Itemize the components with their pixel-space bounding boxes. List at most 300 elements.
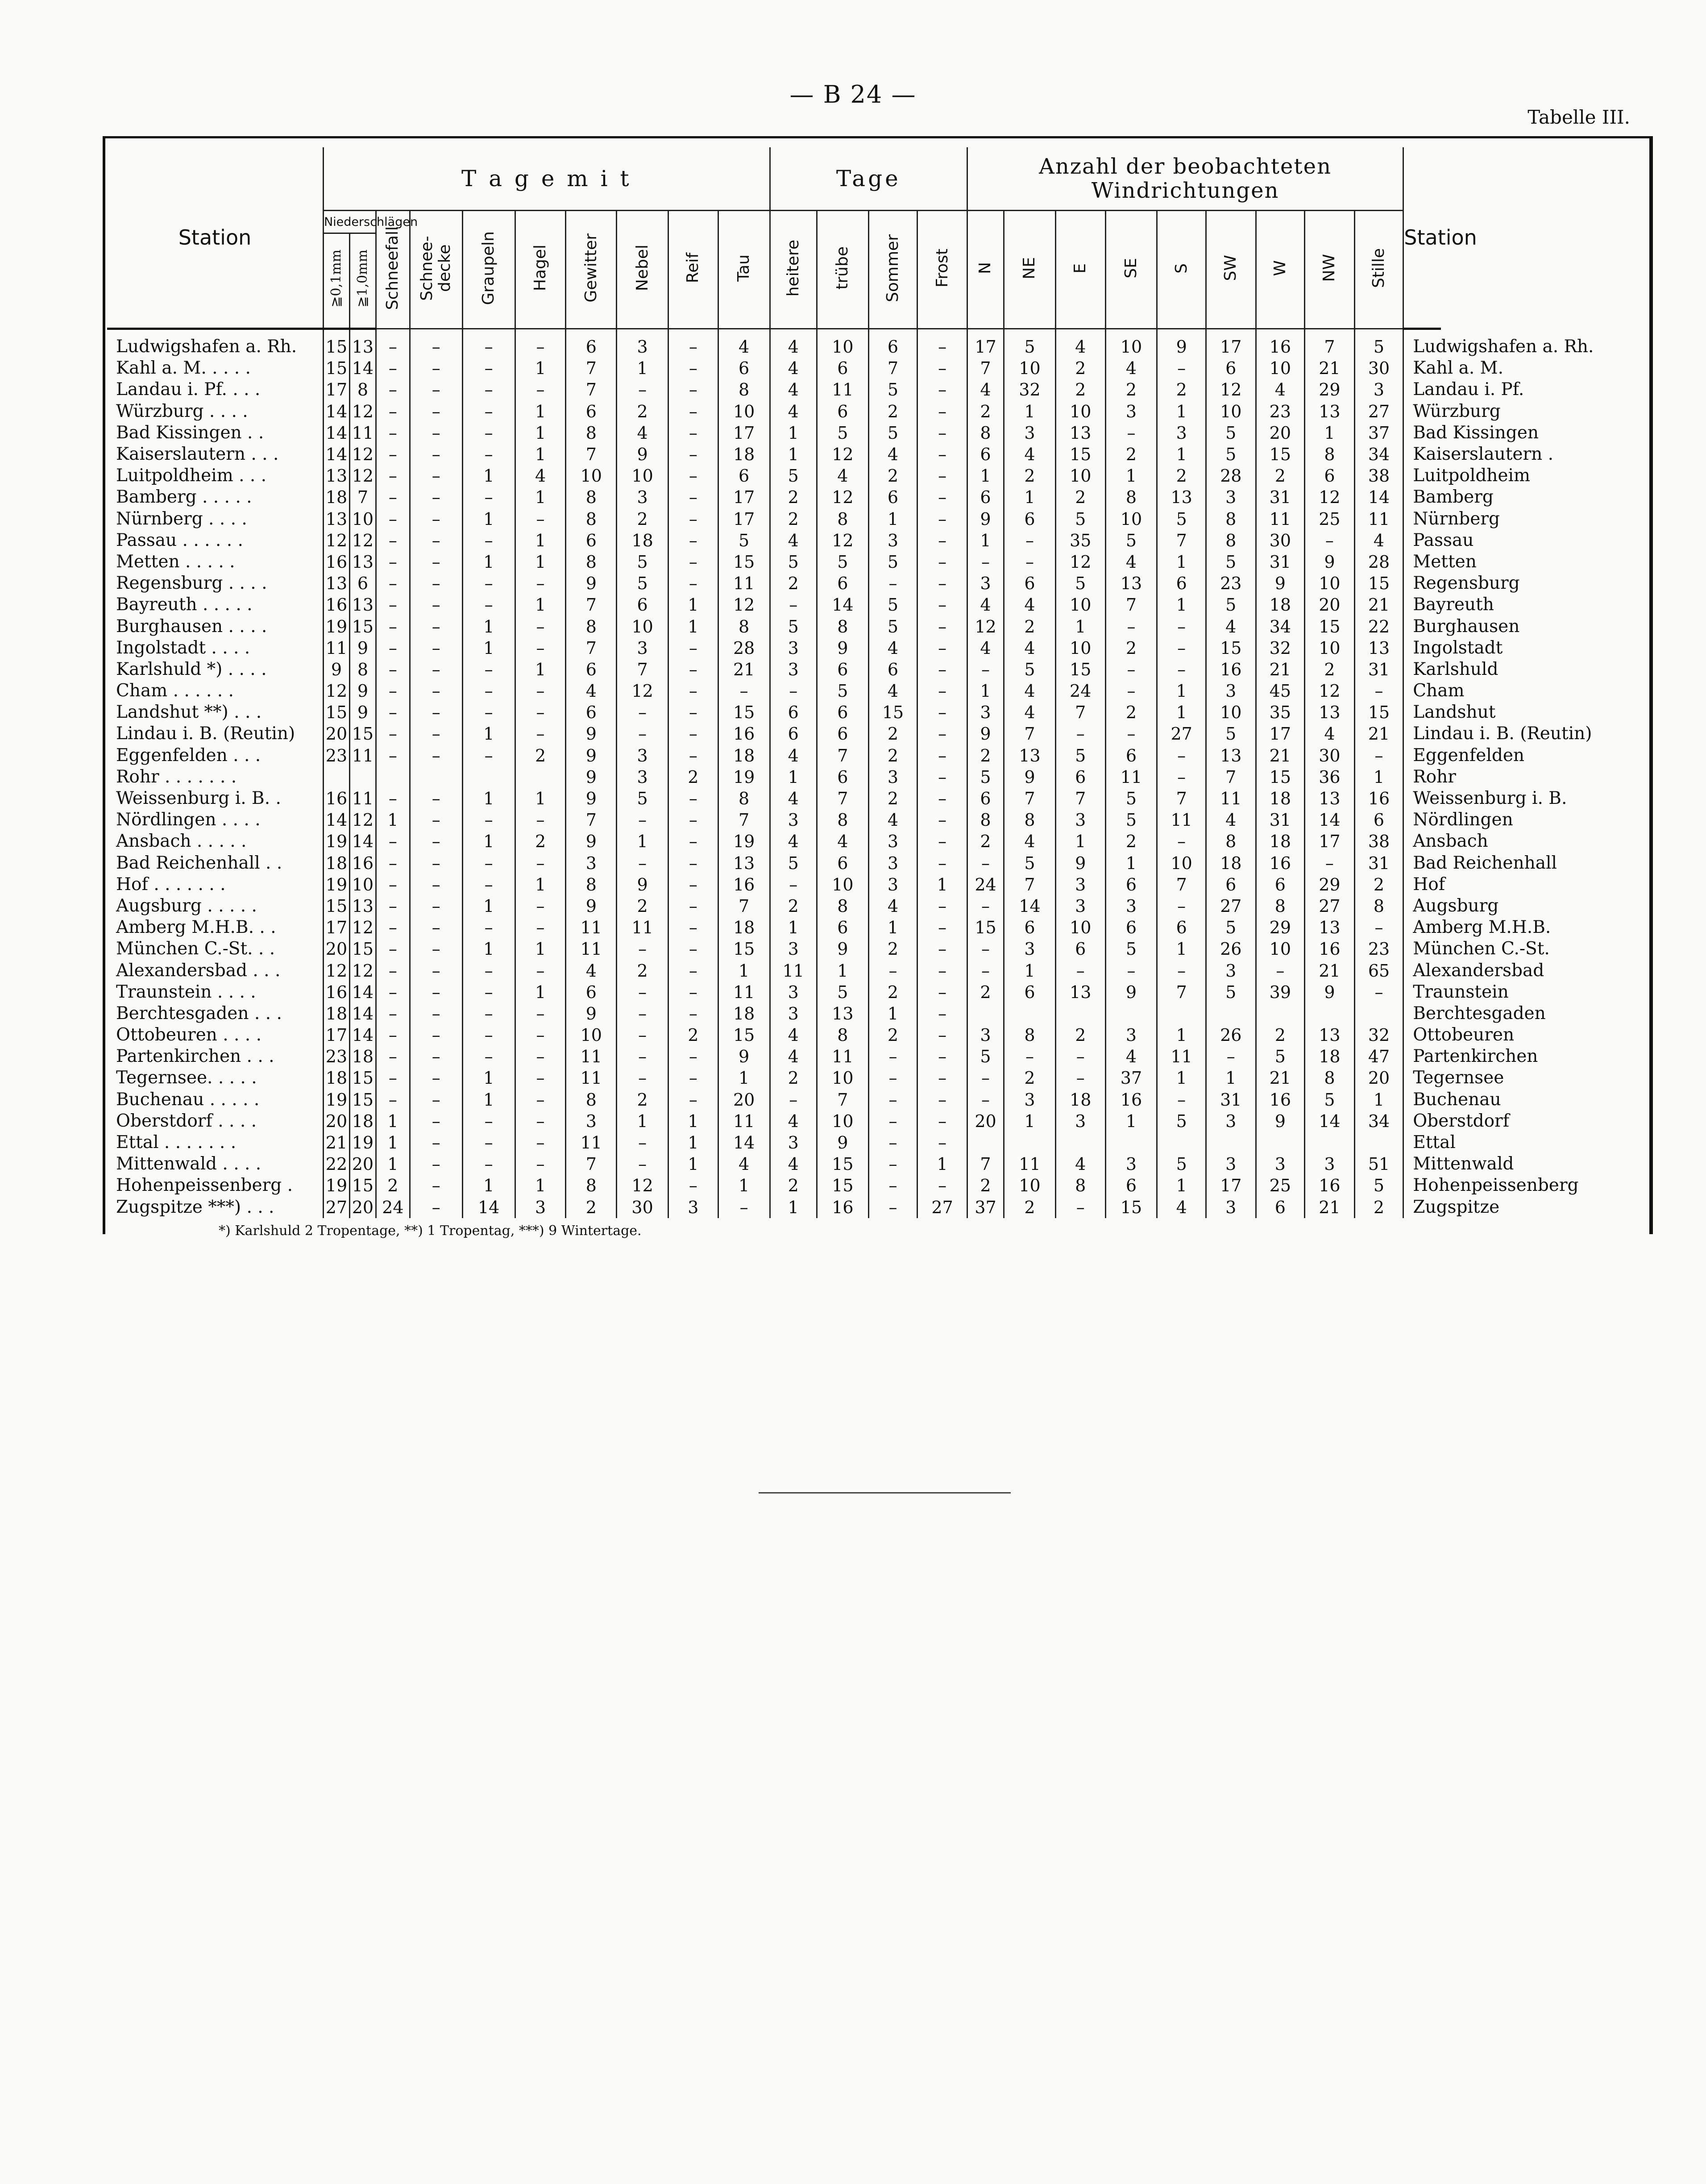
table-cell: 7: [1105, 594, 1157, 616]
table-cell: 19: [323, 1089, 349, 1111]
station-name: Landau i. Pf. . . .: [116, 379, 261, 400]
table-cell: 3: [1206, 960, 1256, 981]
station-name: Bad Reichenhall . .: [116, 853, 282, 873]
table-cell: –: [868, 1197, 917, 1218]
table-cell: 1: [462, 1067, 515, 1089]
table-cell: [967, 1003, 1004, 1024]
table-cell: –: [410, 401, 462, 422]
table-cell: –: [668, 745, 718, 766]
table-cell: 15: [1206, 637, 1256, 659]
table-cell: –: [376, 616, 410, 637]
table-cell: 25: [1256, 1175, 1305, 1196]
table-cell: 13: [817, 1003, 868, 1024]
table-cell: 18: [349, 1046, 376, 1067]
table-cell: 3: [770, 637, 817, 659]
table-cell: 2: [617, 401, 668, 422]
table-cell: 9: [566, 573, 617, 594]
table-cell: –: [410, 1132, 462, 1153]
table-cell: 1: [462, 465, 515, 487]
table-cell: 1: [718, 1067, 770, 1089]
table-cell: 19: [718, 766, 770, 788]
table-cell: 6: [1004, 982, 1056, 1003]
table-cell: 8: [1055, 1175, 1105, 1196]
table-cell: –: [376, 680, 410, 702]
table-cell: 14: [349, 1024, 376, 1046]
table-cell: 1: [515, 551, 566, 573]
table-row: [107, 809, 1642, 831]
col-truebe: trübe: [833, 246, 852, 290]
table-cell: –: [1354, 982, 1403, 1003]
table-cell: 5: [1305, 1089, 1355, 1111]
table-cell: 16: [817, 1197, 868, 1218]
table-cell: –: [668, 329, 718, 358]
table-label: Tabelle III.: [1528, 106, 1630, 128]
table-cell: –: [917, 594, 967, 616]
table-cell: –: [668, 1067, 718, 1089]
table-cell: –: [868, 1067, 917, 1089]
table-cell: 20: [1354, 1067, 1403, 1089]
table-cell: 8: [718, 379, 770, 400]
table-cell: 5: [1055, 573, 1105, 594]
table-cell: 10: [1157, 853, 1206, 874]
table-cell: –: [668, 853, 718, 874]
table-row: [107, 982, 1642, 1003]
table-cell: 27: [1206, 895, 1256, 917]
table-cell: 1: [1105, 465, 1157, 487]
station-name-right: Bamberg: [1403, 487, 1441, 508]
table-cell: –: [967, 960, 1004, 981]
station-name-right: Hof: [1403, 874, 1441, 895]
table-cell: –: [917, 982, 967, 1003]
table-cell: 3: [770, 982, 817, 1003]
table-cell: –: [376, 831, 410, 852]
table-cell: 3: [1105, 895, 1157, 917]
table-cell: 3: [868, 766, 917, 788]
table-cell: 2: [967, 401, 1004, 422]
table-cell: 26: [1206, 938, 1256, 960]
station-name-right: Würzburg: [1403, 401, 1441, 422]
table-cell: –: [410, 1024, 462, 1046]
table-cell: 10: [1055, 401, 1105, 422]
table-cell: 31: [1256, 809, 1305, 831]
table-cell: –: [1004, 530, 1056, 551]
table-cell: –: [410, 745, 462, 766]
col-nw: NW: [1320, 254, 1339, 282]
table-cell: 1: [515, 530, 566, 551]
table-cell: 4: [967, 637, 1004, 659]
table-cell: [1157, 1003, 1206, 1024]
table-cell: –: [1055, 1067, 1105, 1089]
table-cell: 20: [718, 1089, 770, 1111]
table-cell: 4: [770, 329, 817, 358]
table-cell: 45: [1256, 680, 1305, 702]
table-cell: 4: [770, 1153, 817, 1175]
table-cell: 4: [1105, 551, 1157, 573]
table-cell: –: [1354, 917, 1403, 938]
table-cell: –: [462, 422, 515, 444]
table-cell: 11: [566, 1046, 617, 1067]
table-cell: 8: [817, 616, 868, 637]
table-cell: –: [1354, 745, 1403, 766]
table-cell: 16: [323, 551, 349, 573]
table-cell: 35: [1055, 530, 1105, 551]
table-cell: –: [410, 465, 462, 487]
table-cell: 18: [718, 444, 770, 465]
table-cell: –: [410, 637, 462, 659]
table-row: [107, 1153, 1642, 1175]
table-cell: 4: [770, 788, 817, 809]
table-cell: 1: [1305, 422, 1355, 444]
table-cell: 15: [718, 551, 770, 573]
table-cell: 17: [323, 1024, 349, 1046]
table-cell: 2: [1354, 1197, 1403, 1218]
table-cell: 35: [1256, 702, 1305, 723]
table-cell: 12: [323, 530, 349, 551]
table-cell: 30: [1354, 358, 1403, 379]
table-cell: –: [376, 702, 410, 723]
table-cell: –: [770, 874, 817, 895]
table-cell: 10: [617, 616, 668, 637]
table-cell: 2: [1055, 1024, 1105, 1046]
station-name-right: Mittenwald: [1403, 1153, 1441, 1175]
table-cell: 23: [1206, 573, 1256, 594]
table-cell: –: [515, 329, 566, 358]
table-cell: 13: [1055, 982, 1105, 1003]
table-cell: 10: [1055, 917, 1105, 938]
table-cell: 1: [668, 1153, 718, 1175]
table-cell: 6: [1004, 573, 1056, 594]
table-cell: 13: [718, 853, 770, 874]
table-cell: 8: [566, 487, 617, 508]
table-cell: 18: [718, 745, 770, 766]
table-cell: 1: [617, 1111, 668, 1132]
table-cell: [967, 1132, 1004, 1153]
table-cell: 12: [1055, 551, 1105, 573]
table-cell: 2: [617, 960, 668, 981]
table-cell: 1: [462, 637, 515, 659]
table-cell: 31: [1354, 659, 1403, 680]
table-cell: 5: [1105, 530, 1157, 551]
table-cell: 3: [668, 1197, 718, 1218]
table-cell: –: [410, 1067, 462, 1089]
station-name: Nördlingen . . . .: [116, 810, 261, 830]
table-cell: –: [462, 1003, 515, 1024]
table-cell: 36: [1305, 766, 1355, 788]
table-row: [107, 1175, 1642, 1196]
table-cell: 15: [718, 1024, 770, 1046]
table-cell: 8: [1004, 1024, 1056, 1046]
table-cell: 5: [868, 594, 917, 616]
table-cell: 12: [349, 444, 376, 465]
table-cell: –: [1157, 960, 1206, 981]
table-cell: 15: [1105, 1197, 1157, 1218]
station-name-right: Ottobeuren: [1403, 1024, 1441, 1046]
table-row: [107, 680, 1642, 702]
table-cell: 11: [817, 379, 868, 400]
table-cell: 9: [817, 938, 868, 960]
table-cell: 4: [1206, 616, 1256, 637]
station-name: Traunstein . . . .: [116, 982, 256, 1002]
table-cell: –: [1055, 723, 1105, 745]
table-cell: –: [462, 809, 515, 831]
table-cell: 5: [967, 766, 1004, 788]
table-cell: 12: [817, 444, 868, 465]
table-cell: 1: [515, 788, 566, 809]
table-row: [107, 401, 1642, 422]
table-cell: –: [462, 960, 515, 981]
table-cell: 4: [1055, 329, 1105, 358]
table-cell: 1: [917, 874, 967, 895]
table-cell: –: [668, 487, 718, 508]
table-cell: 51: [1354, 1153, 1403, 1175]
table-cell: 18: [349, 1111, 376, 1132]
table-cell: –: [410, 487, 462, 508]
table-cell: 9: [1305, 551, 1355, 573]
table-cell: 21: [1354, 594, 1403, 616]
table-cell: 34: [1354, 1111, 1403, 1132]
table-cell: –: [668, 788, 718, 809]
table-cell: –: [1055, 960, 1105, 981]
table-cell: –: [668, 637, 718, 659]
table-cell: 7: [566, 444, 617, 465]
table-row: [107, 788, 1642, 809]
table-cell: 1: [770, 444, 817, 465]
table-cell: 6: [566, 401, 617, 422]
table-cell: 1: [1157, 1067, 1206, 1089]
table-cell: 4: [1105, 1046, 1157, 1067]
table-cell: 1: [1354, 1089, 1403, 1111]
table-cell: –: [410, 1197, 462, 1218]
table-cell: 32: [1004, 379, 1056, 400]
table-cell: –: [917, 831, 967, 852]
table-cell: 7: [1157, 874, 1206, 895]
table-cell: –: [668, 982, 718, 1003]
table-cell: –: [967, 938, 1004, 960]
station-name-right: Burghausen: [1403, 616, 1441, 637]
table-cell: 11: [349, 422, 376, 444]
table-cell: 18: [323, 487, 349, 508]
table-cell: 6: [566, 659, 617, 680]
table-cell: –: [376, 1089, 410, 1111]
table-cell: 6: [1004, 917, 1056, 938]
table-cell: 2: [967, 831, 1004, 852]
table-cell: 6: [1157, 573, 1206, 594]
table-cell: 4: [770, 379, 817, 400]
table-cell: 2: [1256, 465, 1305, 487]
table-cell: 1: [462, 508, 515, 530]
col-reif: Reif: [684, 253, 702, 283]
table-cell: 3: [770, 1132, 817, 1153]
table-cell: –: [515, 508, 566, 530]
station-name: Ludwigshafen a. Rh.: [116, 337, 297, 357]
table-cell: 1: [515, 938, 566, 960]
station-name-right: Zugspitze: [1403, 1197, 1441, 1218]
table-cell: 3: [1105, 1153, 1157, 1175]
table-cell: –: [617, 1003, 668, 1024]
table-cell: –: [770, 680, 817, 702]
table-cell: 6: [868, 329, 917, 358]
station-name: Amberg M.H.B. . .: [116, 917, 276, 938]
table-cell: 15: [323, 895, 349, 917]
table-cell: 15: [1055, 659, 1105, 680]
station-name: Burghausen . . . .: [116, 616, 267, 636]
table-cell: –: [376, 1003, 410, 1024]
table-cell: 9: [566, 766, 617, 788]
table-cell: [1206, 1132, 1256, 1153]
table-cell: 12: [817, 530, 868, 551]
table-cell: 1: [1206, 1067, 1256, 1089]
table-cell: –: [515, 1024, 566, 1046]
table-row: [107, 465, 1642, 487]
table-cell: 5: [1206, 594, 1256, 616]
table-cell: 8: [817, 508, 868, 530]
table-cell: 5: [868, 616, 917, 637]
table-cell: –: [515, 895, 566, 917]
table-cell: 15: [323, 702, 349, 723]
table-cell: 31: [1354, 853, 1403, 874]
col-gewitter: Gewitter: [581, 233, 600, 303]
table-cell: 5: [1105, 938, 1157, 960]
table-cell: 4: [770, 1046, 817, 1067]
table-cell: 9: [1157, 329, 1206, 358]
table-cell: –: [410, 831, 462, 852]
table-cell: 1: [376, 1153, 410, 1175]
table-cell: [1105, 1132, 1157, 1153]
table-cell: [1256, 1132, 1305, 1153]
table-cell: –: [917, 422, 967, 444]
table-cell: 4: [770, 831, 817, 852]
table-cell: 14: [349, 831, 376, 852]
table-cell: 1: [462, 723, 515, 745]
station-name-right: Nördlingen: [1403, 809, 1441, 831]
table-cell: 7: [566, 637, 617, 659]
table-row: [107, 358, 1642, 379]
table-row: [107, 1067, 1642, 1089]
table-cell: 5: [770, 551, 817, 573]
table-cell: 10: [1105, 508, 1157, 530]
station-name: Kaiserslautern . . .: [116, 444, 279, 465]
table-cell: 5: [1157, 1111, 1206, 1132]
station-name: Luitpoldheim . . .: [116, 466, 267, 486]
table-cell: –: [515, 723, 566, 745]
col-frost: Frost: [933, 249, 951, 287]
table-cell: –: [917, 1111, 967, 1132]
table-row: [107, 745, 1642, 766]
table-cell: –: [462, 1111, 515, 1132]
table-cell: 1: [1055, 831, 1105, 852]
table-cell: 29: [1305, 379, 1355, 400]
table-cell: –: [376, 745, 410, 766]
table-cell: 19: [349, 1132, 376, 1153]
table-cell: 7: [1206, 766, 1256, 788]
table-cell: –: [410, 1111, 462, 1132]
table-cell: 1: [617, 831, 668, 852]
table-cell: –: [617, 809, 668, 831]
station-name-right: Partenkirchen: [1403, 1046, 1441, 1067]
table-cell: 10: [817, 329, 868, 358]
table-cell: 6: [349, 573, 376, 594]
table-cell: –: [376, 487, 410, 508]
table-cell: 4: [718, 1153, 770, 1175]
table-cell: –: [668, 809, 718, 831]
table-cell: 6: [566, 702, 617, 723]
table-cell: 20: [349, 1197, 376, 1218]
station-name-right: Regensburg: [1403, 573, 1441, 594]
table-cell: 9: [617, 874, 668, 895]
table-cell: 6: [967, 788, 1004, 809]
group-header-tage-mit: T a g e m i t: [323, 147, 770, 211]
station-name-right: Luitpoldheim: [1403, 465, 1441, 487]
table-cell: –: [668, 551, 718, 573]
table-cell: 13: [323, 465, 349, 487]
station-name: Hof . . . . . . .: [116, 874, 226, 894]
table-cell: –: [462, 594, 515, 616]
station-name: Landshut **) . . .: [116, 702, 262, 723]
table-cell: 8: [817, 809, 868, 831]
table-cell: –: [1157, 831, 1206, 852]
table-cell: 7: [1055, 788, 1105, 809]
table-cell: 2: [1055, 379, 1105, 400]
table-cell: 4: [1206, 809, 1256, 831]
table-cell: –: [1305, 853, 1355, 874]
table-cell: 24: [1055, 680, 1105, 702]
table-cell: 11: [349, 788, 376, 809]
table-row: [107, 917, 1642, 938]
table-cell: –: [515, 1153, 566, 1175]
table-cell: 18: [718, 917, 770, 938]
table-cell: –: [410, 659, 462, 680]
table-cell: –: [868, 1111, 917, 1132]
table-cell: 21: [1256, 1067, 1305, 1089]
table-cell: 27: [1157, 723, 1206, 745]
table-cell: 5: [617, 788, 668, 809]
table-cell: 5: [1206, 551, 1256, 573]
table-cell: 5: [1354, 1175, 1403, 1196]
table-cell: 2: [770, 895, 817, 917]
table-cell: 1: [1004, 960, 1056, 981]
station-name-right: Landshut: [1403, 702, 1441, 723]
table-cell: 24: [967, 874, 1004, 895]
table-cell: 20: [1256, 422, 1305, 444]
table-cell: 16: [323, 982, 349, 1003]
table-cell: –: [1157, 745, 1206, 766]
table-cell: 1: [770, 917, 817, 938]
table-cell: 3: [1105, 1024, 1157, 1046]
station-name: Bamberg . . . . .: [116, 487, 252, 508]
table-cell: 10: [349, 874, 376, 895]
table-cell: [462, 766, 515, 788]
table-cell: –: [668, 573, 718, 594]
table-cell: 3: [1004, 1089, 1056, 1111]
table-cell: 10: [1256, 358, 1305, 379]
table-cell: 2: [1055, 487, 1105, 508]
table-cell: –: [1105, 960, 1157, 981]
table-row: [107, 594, 1642, 616]
table-cell: 11: [770, 960, 817, 981]
table-cell: 15: [323, 358, 349, 379]
table-cell: –: [668, 379, 718, 400]
table-cell: 3: [1206, 680, 1256, 702]
col-heitere: heitere: [784, 239, 802, 297]
table-cell: 17: [1256, 723, 1305, 745]
table-cell: 6: [1157, 917, 1206, 938]
table-cell: 1: [1157, 1175, 1206, 1196]
table-cell: 8: [1105, 487, 1157, 508]
table-cell: [1105, 1003, 1157, 1024]
table-cell: 13: [1305, 917, 1355, 938]
table-cell: 8: [1354, 895, 1403, 917]
table-cell: 2: [1305, 659, 1355, 680]
